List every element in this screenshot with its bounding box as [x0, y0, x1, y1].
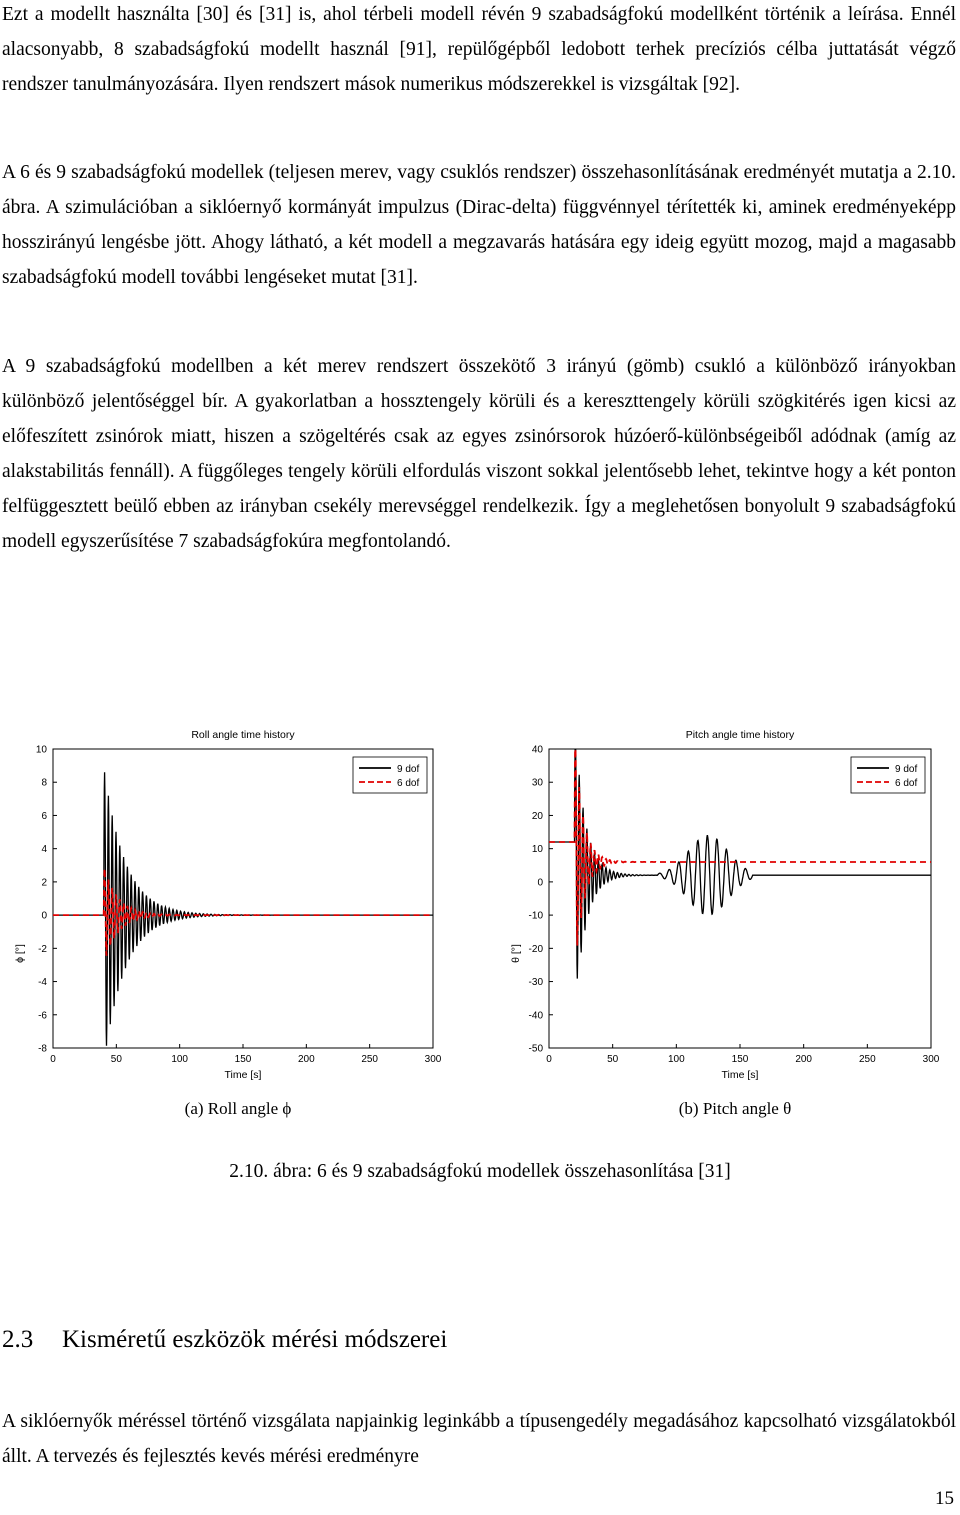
y-tick-label: 30 [531, 777, 543, 789]
x-tick-label: 150 [731, 1054, 749, 1065]
paragraph-joint: A 9 szabadságfokú modellben a két merev rendszert összekötő 3 irányú (gömb) csukló a különböző irányokban különböző jelentőséggel bír. A gyakorlatban a hossztengely körüli és a kereszttengely körüli szögkitérés igen kicsi az előfeszített zsinórok miatt, hiszen a szögeltérés csak az egyes zsinórsorok húzóerő-különbségeiből adódnak (amíg az alakstabilitás fennáll). A függőleges tengely körüli elfordulás viszont sokkal jelentősebb lehet, tekintve hogy a két ponton felfüggesztett beülő ebben az irányban csekély merevséggel rendelkezik. Így a meglehetősen bonyolult 9 szabadságfokú modell egyszerűsítése 7 szabadságfokúra megfontolandó. [2, 356, 956, 552]
y-tick-label: 40 [531, 744, 543, 756]
y-tick-label: -6 [38, 1010, 47, 1022]
x-tick-label: 150 [234, 1054, 252, 1065]
y-tick-label: 0 [41, 910, 47, 922]
x-tick-label: 200 [297, 1054, 315, 1065]
y-tick-label: -50 [528, 1043, 543, 1055]
chart-pitch [549, 749, 931, 1048]
y-tick-label: -4 [38, 977, 47, 989]
chart-title: Roll angle time history [191, 729, 295, 741]
y-tick-label: 10 [35, 744, 47, 756]
paragraph-measurement: A siklóernyők méréssel történő vizsgálata napjainkig leginkább a típusengedély megadásához kapcsolható vizsgálatokból állt. A tervezés és fejlesztés kevés mérési eredményre [2, 1411, 956, 1467]
y-tick-label: 6 [41, 810, 47, 822]
legend-label: 9 dof [397, 764, 420, 775]
x-tick-label: 100 [171, 1054, 189, 1065]
x-tick-label: 50 [607, 1054, 619, 1065]
y-tick-label: -20 [528, 943, 543, 955]
chart-title: Pitch angle time history [685, 729, 795, 741]
figure-2-10 [0, 690, 960, 1140]
y-tick-label: 0 [537, 877, 543, 889]
y-tick-label: 10 [531, 844, 543, 856]
y-axis-label: ϕ [°] [14, 944, 26, 963]
sub-caption: (b) Pitch angle θ [678, 1099, 792, 1118]
section-title: Kisméretű eszközök mérési módszerei [62, 1326, 448, 1353]
y-tick-label: 20 [531, 810, 543, 822]
x-axis-label: Time [s] [721, 1069, 759, 1081]
y-tick-label: -2 [38, 943, 47, 955]
x-tick-label: 100 [667, 1054, 685, 1065]
x-tick-label: 300 [424, 1054, 442, 1065]
y-tick-label: -8 [38, 1043, 47, 1055]
legend-label: 6 dof [397, 778, 420, 789]
legend-label: 6 dof [895, 778, 918, 789]
section-number: 2.3 [2, 1326, 34, 1353]
x-tick-label: 250 [361, 1054, 379, 1065]
x-tick-label: 0 [546, 1054, 552, 1065]
y-tick-label: -40 [528, 1010, 543, 1022]
chart-roll [53, 749, 433, 1048]
series-line-6-dof [53, 869, 433, 956]
x-axis-label: Time [s] [224, 1069, 262, 1081]
y-tick-label: 2 [41, 877, 47, 889]
y-tick-label: -10 [528, 910, 543, 922]
sub-caption: (a) Roll angle ϕ [184, 1099, 292, 1118]
y-axis-label: θ [°] [510, 944, 522, 963]
legend-label: 9 dof [895, 764, 918, 775]
x-tick-label: 200 [795, 1054, 813, 1065]
section-heading [2, 1326, 447, 1354]
x-tick-label: 250 [858, 1054, 876, 1065]
y-tick-label: 4 [41, 844, 47, 856]
y-tick-label: 8 [41, 777, 47, 789]
paragraph-intro: Ezt a modellt használta [30] és [31] is, ahol térbeli modell révén 9 szabadságfokú modellként történik a leírása. Ennél alacsonyabb, 8 szabadságfokú modellt használ [91], repülőgépből ledobott terhek precíziós célba juttatását végző rendszer tanulmányozására. Ilyen rendszert mások numerikus módszerekkel is vizsgáltak [92]. [2, 4, 956, 95]
figure-caption: 2.10. ábra: 6 és 9 szabadságfokú modellek összehasonlítása [31] [229, 1161, 731, 1182]
x-tick-label: 0 [50, 1054, 56, 1065]
page-number: 15 [935, 1488, 954, 1509]
x-tick-label: 300 [922, 1054, 940, 1065]
x-tick-label: 50 [110, 1054, 122, 1065]
paragraph-comparison: A 6 és 9 szabadságfokú modellek (teljesen merev, vagy csuklós rendszer) összehasonlításának eredményét mutatja a 2.10. ábra. A szimulációban a siklóernyő kormányát impulzus (Dirac-delta) függvénnyel térítették ki, aminek eredményeképp hosszirányú lengésbe jött. Ahogy látható, a két modell a megzavarás hatására egy ideig együtt mozog, majd a magasabb szabadságfokú modell további lengéseket mutat [31]. [2, 162, 956, 288]
y-tick-label: -30 [528, 977, 543, 989]
plot-frame [549, 749, 931, 1048]
